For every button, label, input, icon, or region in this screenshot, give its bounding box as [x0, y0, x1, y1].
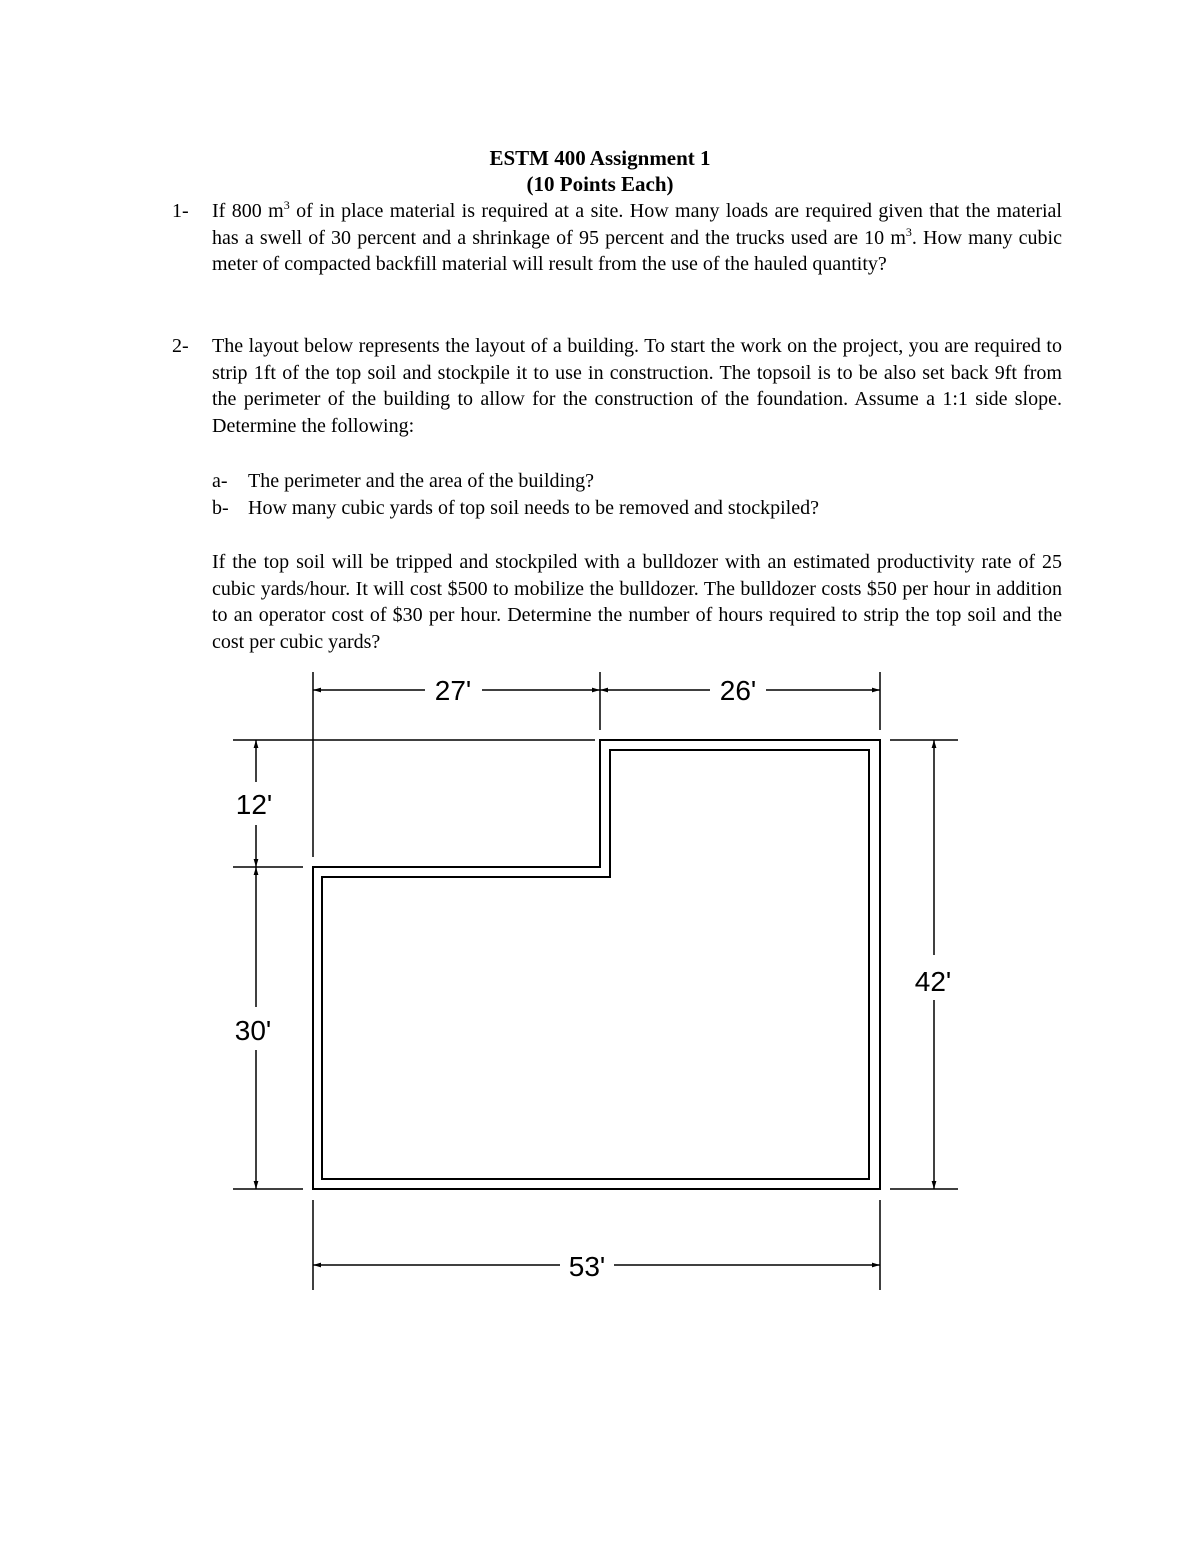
question-1-number: 1- [172, 200, 189, 222]
question-1-text: If 800 $m^3$ of in place material is required at a site. How many loads are required given that the material has a swell of 30 percent and a shrinkage of 95 percent and the trucks used are 10 $m^3$. How many cubic meter of compacted backfill material will result from the use of the hauled quantity? [212, 198, 1062, 275]
part-a-label: a- [212, 470, 228, 492]
dimension-top-left [313, 675, 600, 706]
dim-label-53: 53' [568, 1251, 606, 1282]
building-outline-inner [322, 750, 869, 1179]
dimension-right [915, 740, 952, 1189]
dimension-top-right [600, 675, 880, 706]
dim-label-42: 42' [914, 966, 952, 997]
question-2-followup: If the top soil will be tripped and stockpiled with a bulldozer with an estimated productivity rate of 25 cubic yards/hour. It will cost $500 to mobilize the bulldozer. The bulldozer costs $50 per hour in addition to an operator cost of $30 per hour. Determine the number of hours required to strip the top soil and the cost per cubic yards? [212, 551, 1062, 653]
dim-label-26: 26' [719, 675, 757, 706]
part-b-text: How many cubic yards of top soil needs to be removed and stockpiled? [248, 497, 819, 519]
dim-label-27: 27' [434, 675, 472, 706]
question-2-text: The layout below represents the layout of a building. To start the work on the project, you are required to strip 1ft of the top soil and stockpile it to use in construction. The topsoil is to be also set back 9ft from the perimeter of the building to allow for the construction of the foundation. Assume a 1:1 side slope. Determine the following: [212, 335, 1062, 437]
part-b-label: b- [212, 497, 229, 519]
dim-label-12: 12' [235, 789, 273, 820]
building-outline-outer [313, 740, 880, 1189]
dimension-bottom [313, 1251, 880, 1282]
dim-label-30: 30' [234, 1015, 272, 1046]
assignment-subtitle: (10 Points Each) [526, 172, 674, 196]
dimension-left-lower [235, 867, 272, 1189]
dimension-left-upper [236, 740, 273, 867]
question-2-number: 2- [172, 335, 189, 357]
part-a-text: The perimeter and the area of the building? [248, 470, 594, 492]
extension-lines [233, 672, 958, 1290]
assignment-title: ESTM 400 Assignment 1 [489, 146, 711, 170]
